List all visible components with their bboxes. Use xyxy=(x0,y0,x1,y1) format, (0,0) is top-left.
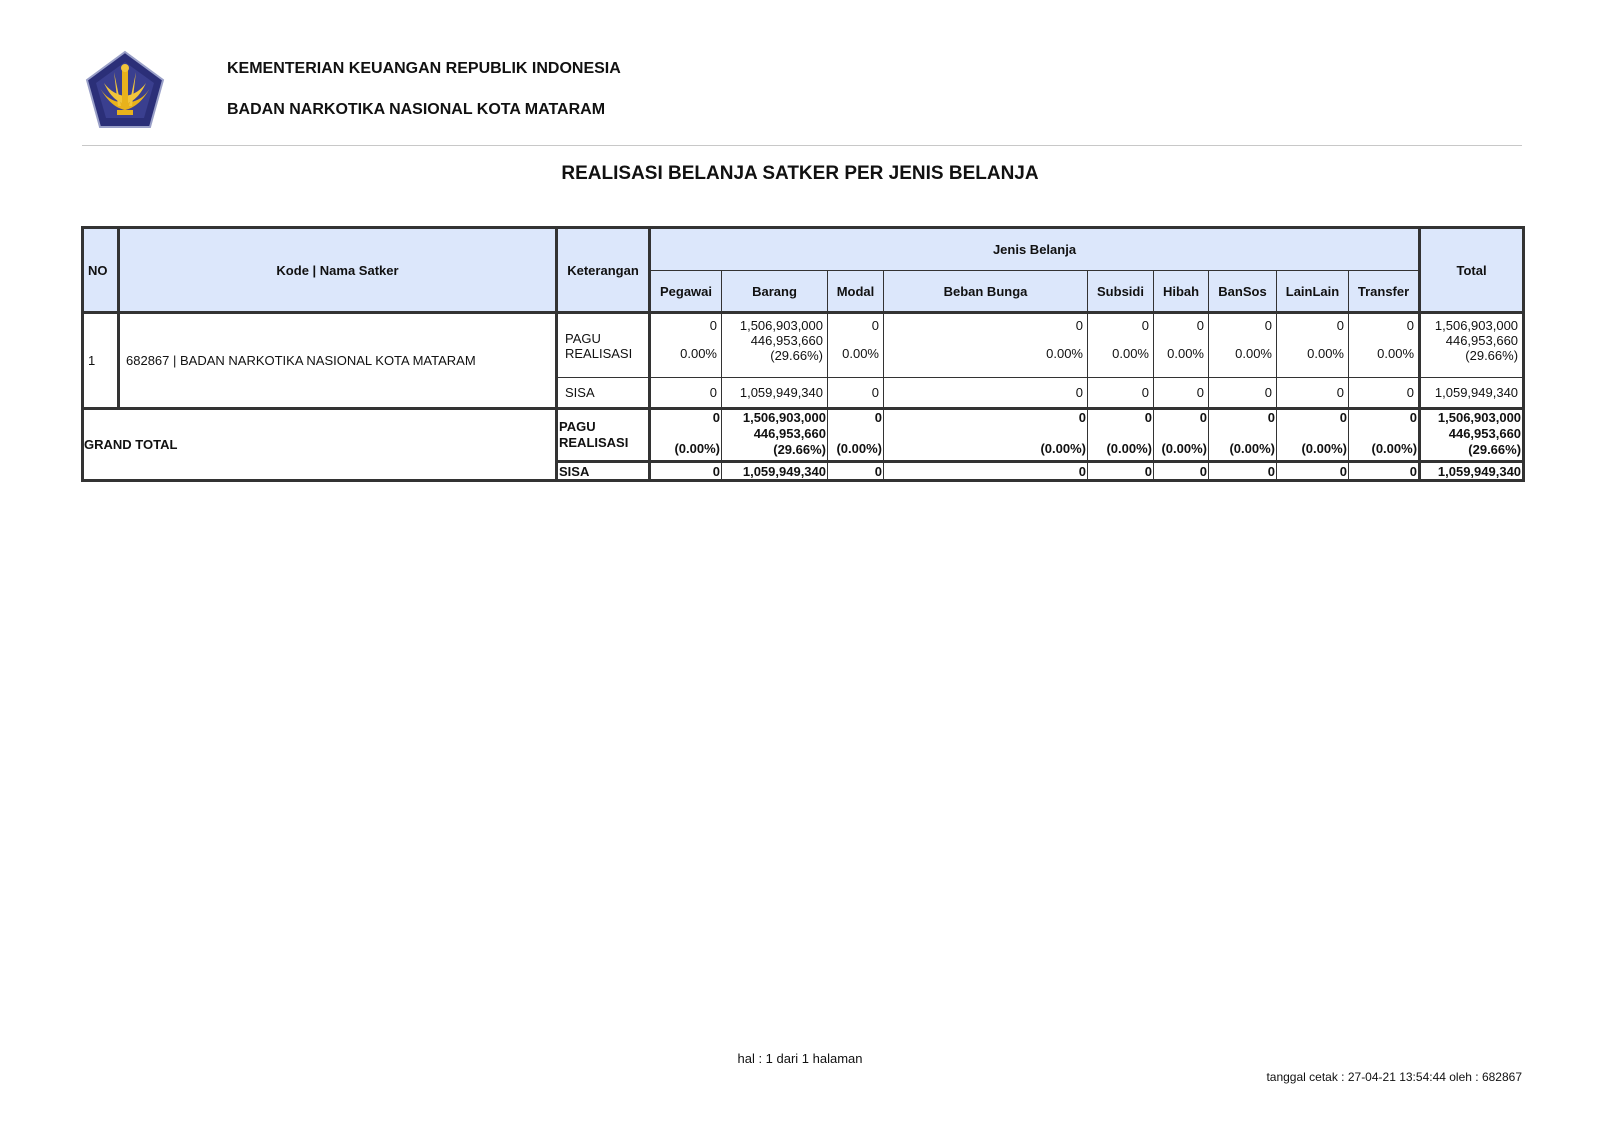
pagu-value: 0 xyxy=(1264,318,1272,333)
pagu-value: 1,506,903,000 xyxy=(1434,318,1519,333)
pagu-value: 0 xyxy=(1339,410,1347,425)
sisa-value: 0 xyxy=(1088,378,1154,409)
org-line2: BADAN NARKOTIKA NASIONAL KOTA MATARAM xyxy=(227,101,606,118)
sisa-value: 0 xyxy=(1349,462,1420,481)
header-keterangan: Keterangan xyxy=(557,228,650,313)
sisa-value: 0 xyxy=(884,378,1088,409)
pct-value: 0.00% xyxy=(1112,346,1149,361)
pct-value: (0.00%) xyxy=(1106,441,1152,456)
sisa-value: 0 xyxy=(884,462,1088,481)
pct-value: 0.00% xyxy=(1377,346,1415,361)
report-table xyxy=(81,226,1525,482)
pagu-value: 0 xyxy=(1199,410,1207,425)
col-header-lainlain: LainLain xyxy=(1277,271,1349,313)
pct-value: 0.00% xyxy=(1046,346,1083,361)
pagu-value: 0 xyxy=(1196,318,1204,333)
grand-cell-barang xyxy=(722,409,828,462)
grand-cell-pegawai xyxy=(650,409,722,462)
realisasi-value: 446,953,660 xyxy=(750,333,823,348)
cell-beban-bunga xyxy=(884,313,1088,378)
pct-value: (29.66%) xyxy=(773,442,826,457)
sisa-value: 1,059,949,340 xyxy=(722,378,828,409)
sisa-value: 0 xyxy=(828,378,884,409)
grand-cell-lainlain xyxy=(1277,409,1349,462)
pct-value: (0.00%) xyxy=(1040,441,1086,456)
pagu-value: 0 xyxy=(709,318,717,333)
grand-cell-subsidi xyxy=(1088,409,1154,462)
col-header-beban-bunga: Beban Bunga xyxy=(884,271,1088,313)
row-no: 1 xyxy=(83,313,119,409)
pagu-value: 0 xyxy=(1267,410,1275,425)
pct-value: 0.00% xyxy=(680,346,717,361)
realisasi-value: 446,953,660 xyxy=(1448,426,1522,441)
pct-value: (0.00%) xyxy=(1301,441,1347,456)
grand-cell-transfer xyxy=(1349,409,1420,462)
grand-cell-hibah xyxy=(1154,409,1209,462)
cell-hibah xyxy=(1154,313,1209,378)
sisa-value: 0 xyxy=(1154,378,1209,409)
pct-value: (0.00%) xyxy=(836,441,882,456)
grand-cell-total xyxy=(1420,409,1524,462)
sisa-value: 0 xyxy=(650,378,722,409)
header-satker: Kode | Nama Satker xyxy=(119,228,557,313)
print-timestamp: tanggal cetak : 27-04-21 13:54:44 oleh : 682867 xyxy=(1266,1070,1522,1084)
ket-realisasi-label: REALISASI xyxy=(559,435,629,450)
pct-value: (29.66%) xyxy=(1465,348,1519,363)
pagu-value: 0 xyxy=(874,410,882,425)
ket-sisa-label: SISA xyxy=(557,378,650,409)
table-row xyxy=(83,313,1524,378)
sisa-value: 0 xyxy=(1277,378,1349,409)
pagu-value: 0 xyxy=(871,318,879,333)
pct-value: 0.00% xyxy=(1167,346,1204,361)
cell-total xyxy=(1420,313,1524,378)
ket-pagu-label: PAGU xyxy=(559,419,596,434)
pct-value: (0.00%) xyxy=(1371,441,1418,456)
ket-sisa-label: SISA xyxy=(557,462,650,481)
header-no: NO xyxy=(83,228,119,313)
header-jenis-belanja: Jenis Belanja xyxy=(650,228,1420,271)
col-header-barang: Barang xyxy=(722,271,828,313)
row-satker: 682867 | BADAN NARKOTIKA NASIONAL KOTA MATARAM xyxy=(119,313,557,409)
pct-value: (0.00%) xyxy=(1161,441,1207,456)
pagu-value: 1,506,903,000 xyxy=(742,410,826,425)
cell-transfer xyxy=(1349,313,1420,378)
grand-cell-bansos xyxy=(1209,409,1277,462)
header-total: Total xyxy=(1420,228,1524,313)
pagu-value: 0 xyxy=(1141,318,1149,333)
grand-total-label: GRAND TOTAL xyxy=(83,409,557,481)
ket-pagu-label: PAGU xyxy=(565,330,601,346)
pct-value: 0.00% xyxy=(1307,346,1344,361)
col-header-hibah: Hibah xyxy=(1154,271,1209,313)
pct-value: (29.66%) xyxy=(770,348,823,363)
pct-value: (0.00%) xyxy=(674,441,720,456)
pct-value: 0.00% xyxy=(1235,346,1272,361)
report-title: REALISASI BELANJA SATKER PER JENIS BELANJA xyxy=(561,163,1039,184)
pagu-value: 1,506,903,000 xyxy=(739,318,823,333)
sisa-value: 1,059,949,340 xyxy=(1420,462,1524,481)
realisasi-value: 446,953,660 xyxy=(1445,333,1519,348)
sisa-value: 1,059,949,340 xyxy=(1420,378,1524,409)
cell-lainlain xyxy=(1277,313,1349,378)
grand-cell-modal xyxy=(828,409,884,462)
kemenkeu-emblem-icon xyxy=(84,50,166,130)
page-indicator: hal : 1 dari 1 halaman xyxy=(737,1051,863,1066)
cell-bansos xyxy=(1209,313,1277,378)
col-header-transfer: Transfer xyxy=(1349,271,1420,313)
pagu-value: 0 xyxy=(1406,318,1415,333)
pagu-value: 0 xyxy=(712,410,720,425)
pct-value: (0.00%) xyxy=(1229,441,1275,456)
pagu-value: 0 xyxy=(1078,410,1086,425)
cell-barang xyxy=(722,313,828,378)
sisa-value: 0 xyxy=(1209,378,1277,409)
realisasi-value: 446,953,660 xyxy=(753,426,826,441)
sisa-value: 0 xyxy=(1277,462,1349,481)
cell-pegawai xyxy=(650,313,722,378)
sisa-value: 1,059,949,340 xyxy=(722,462,828,481)
col-header-subsidi: Subsidi xyxy=(1088,271,1154,313)
pagu-value: 0 xyxy=(1075,318,1083,333)
pagu-value: 0 xyxy=(1409,410,1418,425)
sisa-value: 0 xyxy=(1088,462,1154,481)
sisa-value: 0 xyxy=(1349,378,1420,409)
sisa-value: 0 xyxy=(1154,462,1209,481)
col-header-bansos: BanSos xyxy=(1209,271,1277,313)
pct-value: (29.66%) xyxy=(1468,442,1522,457)
row-keterangan xyxy=(557,313,650,378)
col-header-modal: Modal xyxy=(828,271,884,313)
header-divider xyxy=(82,145,1522,146)
cell-subsidi xyxy=(1088,313,1154,378)
grand-cell-beban-bunga xyxy=(884,409,1088,462)
sisa-value: 0 xyxy=(1209,462,1277,481)
pct-value: 0.00% xyxy=(842,346,879,361)
pagu-value: 0 xyxy=(1336,318,1344,333)
sisa-value: 0 xyxy=(828,462,884,481)
ket-realisasi-label: REALISASI xyxy=(565,345,633,361)
cell-modal xyxy=(828,313,884,378)
org-line1: KEMENTERIAN KEUANGAN REPUBLIK INDONESIA xyxy=(227,60,621,77)
col-header-pegawai: Pegawai xyxy=(650,271,722,313)
sisa-value: 0 xyxy=(650,462,722,481)
pagu-value: 1,506,903,000 xyxy=(1437,410,1522,425)
grand-total-row xyxy=(83,409,1524,462)
pagu-value: 0 xyxy=(1144,410,1152,425)
grand-keterangan xyxy=(557,409,650,462)
